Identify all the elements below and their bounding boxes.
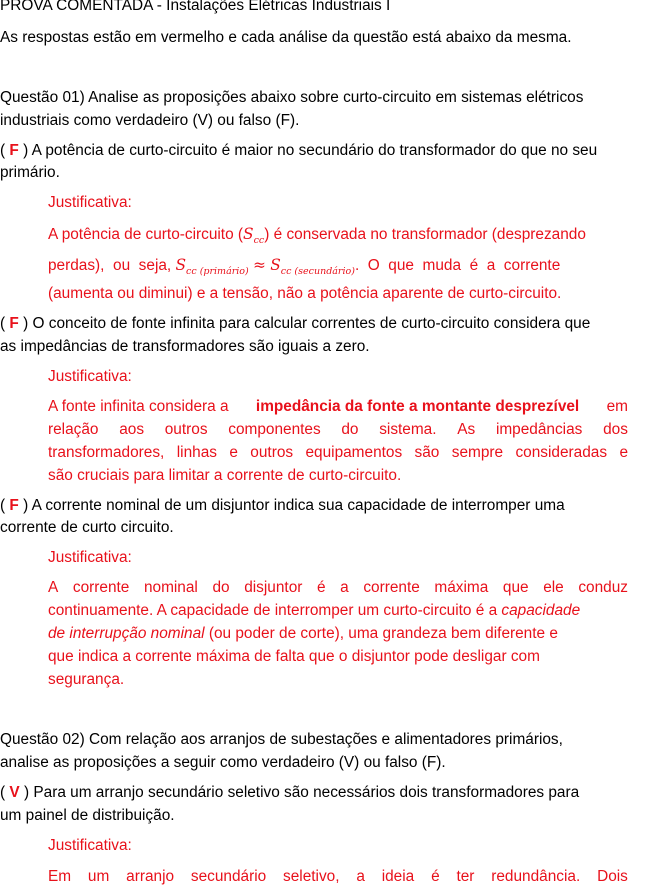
q1-proposition-1-line-1: ( F ) A potência de curto-circuito é maior no secundário do transformador do que no seu: [0, 142, 598, 159]
q1-p3-answer: F: [9, 497, 19, 514]
q2-p1-justificativa-label: Justificativa:: [48, 837, 132, 854]
q1-proposition-2-line-1: ( F ) O conceito de fonte infinita para calcular correntes de curto-circuito considera que: [0, 315, 591, 332]
q1-p2-justification-line-2: relação aos outros componentes do sistema. As impedâncias dos: [48, 421, 628, 438]
q1-proposition-2-line-2: as impedâncias de transformadores são iguais a zero.: [0, 338, 370, 355]
q1-proposition-1-line-2: primário.: [0, 164, 60, 181]
q1-p1-justification-line-1: A potência de curto-circuito $(S_{cc})$ é conservada no transformador (desprezando: [48, 225, 586, 246]
q1-proposition-3-line-1: ( F ) A corrente nominal de um disjuntor indica sua capacidade de interromper uma: [0, 497, 565, 514]
question-1-heading-line-2: industriais como verdadeiro (V) ou falso (F).: [0, 112, 300, 129]
q1-p2-answer: F: [9, 315, 19, 332]
document-intro: As respostas estão em vermelho e cada análise da questão está abaixo da mesma.: [0, 29, 572, 46]
question-2-heading-line-2: analise as proposições a seguir como verdadeiro (V) ou falso (F).: [0, 754, 446, 771]
q1-proposition-3-line-2: corrente de curto circuito.: [0, 519, 174, 536]
q1-p2-justification-line-4: são cruciais para limitar a corrente de curto-circuito.: [48, 467, 402, 484]
q2-p1-justification-line-1: Em um arranjo secundário seletivo, a ideia é ter redundância. Dois: [48, 868, 628, 885]
q1-p2-justification-line-3: transformadores, linhas e outros equipamentos são sempre consideradas e: [48, 444, 628, 461]
q2-proposition-1-line-2: um painel de distribuição.: [0, 807, 175, 824]
q1-p1-answer: F: [9, 142, 19, 159]
q1-p3-justification-line-5: segurança.: [48, 671, 125, 688]
q1-p1-justification-line-2: perdas), ou seja, $S_{cc (primário)} \approx S_{cc (secundário)}$. O que muda é a corrente: [48, 256, 561, 277]
q1-p3-justificativa-label: Justificativa:: [48, 549, 132, 566]
q1-p3-justification-line-3: de interrupção nominal (ou poder de corte), uma grandeza bem diferente e: [48, 625, 558, 642]
q1-p3-justification-line-2: continuamente. A capacidade de interromper um curto-circuito é a capacidade: [48, 602, 581, 619]
q2-proposition-1-line-1: ( V ) Para um arranjo secundário seletivo são necessários dois transformadores para: [0, 784, 580, 801]
question-2-heading-line-1: Questão 02) Com relação aos arranjos de subestações e alimentadores primários,: [0, 731, 563, 748]
q1-p3-justification-line-1: A corrente nominal do disjuntor é a corrente máxima que ele conduz: [48, 579, 628, 596]
question-1-heading-line-1: Questão 01) Analise as proposições abaixo sobre curto-circuito em sistemas elétricos: [0, 89, 584, 106]
q1-p2-justification-line-1: A fonte infinita considera a impedância da fonte a montante desprezível em: [48, 398, 628, 415]
q1-p1-justificativa-label: Justificativa:: [48, 194, 132, 211]
q1-p1-justification-line-3: (aumenta ou diminui) e a tensão, não a potência aparente de curto-circuito.: [48, 285, 562, 302]
q1-p3-justification-line-4: que indica a corrente máxima de falta que o disjuntor pode desligar com: [48, 648, 540, 665]
q1-p2-justificativa-label: Justificativa:: [48, 368, 132, 385]
q2-p1-answer: V: [9, 784, 20, 801]
document-title: PROVA COMENTADA - Instalações Elétricas Industriais I: [0, 0, 391, 14]
